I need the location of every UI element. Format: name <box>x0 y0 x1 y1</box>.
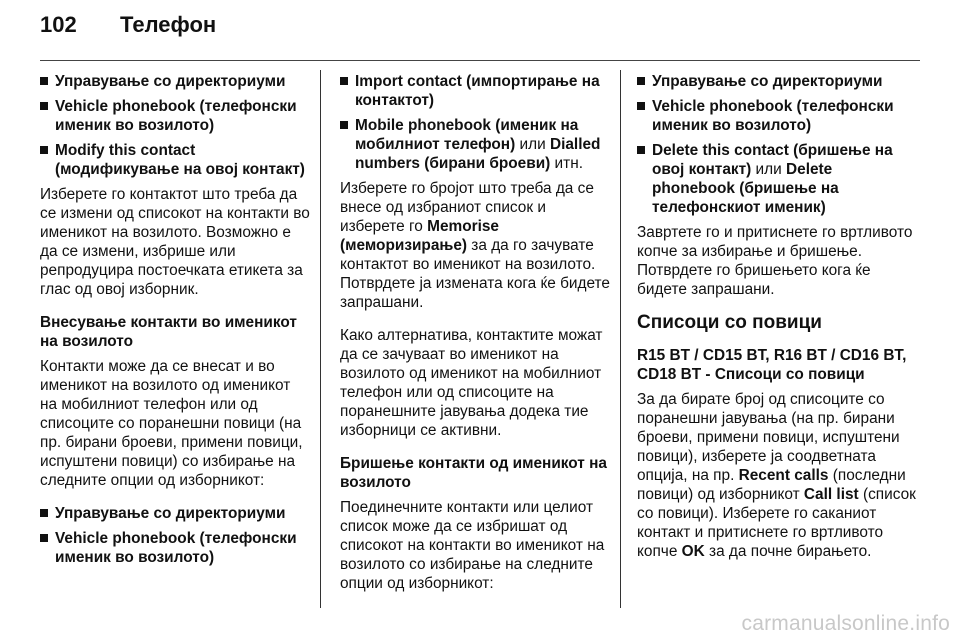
column-3 <box>637 72 917 575</box>
bullet-item: Vehicle phonebook (телефонски именик во возилото) <box>40 529 310 567</box>
header-rule <box>40 60 920 61</box>
column-1 <box>40 72 310 573</box>
bullet-item: Delete this contact (бришење на овој контакт) или Delete phonebook (бришење на телефонскиот именик) <box>637 141 917 217</box>
paragraph: Завртете го и притиснете го вртливото копче за избирање и бришење. Потврдете го бришењето кога ќе бидете запрашани. <box>637 224 913 298</box>
bullet-square-icon <box>40 534 48 542</box>
bullet-square-icon <box>40 146 48 154</box>
paragraph: Поединечните контакти или целиот список може да се избришат од списокот на контакти во именикот на возилото со избирање на следните опции од изборникот: <box>340 499 605 592</box>
paragraph: За да бирате број од списоците со поранешни јавувања (на пр. бирани броеви, примени повици, испуштени повици), изберете ја соодветната опција, на пр. Recent calls (последни повици) од изборникот Call list (список со повици). Изберете го саканиот контакт и притиснете го вртливото копче OK за да почне бирањето. <box>637 391 916 560</box>
bullet-square-icon <box>40 77 48 85</box>
paragraph: Изберете го контактот што треба да се измени од списокот на контакти во именикот на возилото. Возможно е да се измени, избрише или репродуцира постоечката етикета за глас од овој изборник. <box>40 186 310 298</box>
bullet-item: Mobile phonebook (именик на мобилниот телефон) или Dialled numbers (бирани броеви) итн. <box>340 116 610 173</box>
column-2 <box>340 72 610 607</box>
bullet-square-icon <box>637 146 645 154</box>
paragraph: Контакти може да се внесат и во именикот на возилото од именикот на мобилниот телефон или од списоците со поранешни повици (на пр. бирани броеви, примени повици, испуштени повици) со избирање на следните опции од изборникот: <box>40 358 303 489</box>
bullet-square-icon <box>40 509 48 517</box>
bullet-square-icon <box>637 102 645 110</box>
bullet-item: Modify this contact (модификување на овој контакт) <box>40 141 310 179</box>
section-heading: Списоци со повици <box>637 312 822 333</box>
bullet-item: Import contact (импортирање на контактот) <box>340 72 610 110</box>
subheading: Внесување контакти во именикот на возилото <box>40 314 297 350</box>
bullet-square-icon <box>340 121 348 129</box>
subheading: Бришење контакти од именикот на возилото <box>340 455 607 491</box>
paragraph: Како алтернатива, контактите можат да се зачуваат во именикот на возилото од именикот на мобилниот телефон или од списоците на поранешните јавувања додека тие изборници се активни. <box>340 327 603 439</box>
bullet-square-icon <box>637 77 645 85</box>
chapter-title: Телефон <box>120 12 217 37</box>
bullet-item: Управување со директориуми <box>40 504 310 523</box>
page-header <box>40 12 216 52</box>
paragraph: Изберете го бројот што треба да се внесе од избраниот список и изберете го Memorise (меморизирање) за да го зачувате контактот во именикот на возилото. Потврдете ја измената кога ќе бидете запрашани. <box>340 180 610 311</box>
page-number: 102 <box>40 12 77 37</box>
bullet-item: Vehicle phonebook (телефонски именик во возилото) <box>637 97 917 135</box>
bullet-square-icon <box>340 77 348 85</box>
bullet-item: Управување со директориуми <box>637 72 917 91</box>
bullet-square-icon <box>40 102 48 110</box>
bullet-item: Управување со директориуми <box>40 72 310 91</box>
model-heading: R15 BT / CD15 BT, R16 BT / CD16 BT, CD18 BT - Списоци со повици <box>637 347 907 383</box>
column-divider-1 <box>320 70 321 608</box>
watermark: carmanualsonline.info <box>741 612 950 635</box>
column-divider-2 <box>620 70 621 608</box>
bullet-item: Vehicle phonebook (телефонски именик во возилото) <box>40 97 310 135</box>
